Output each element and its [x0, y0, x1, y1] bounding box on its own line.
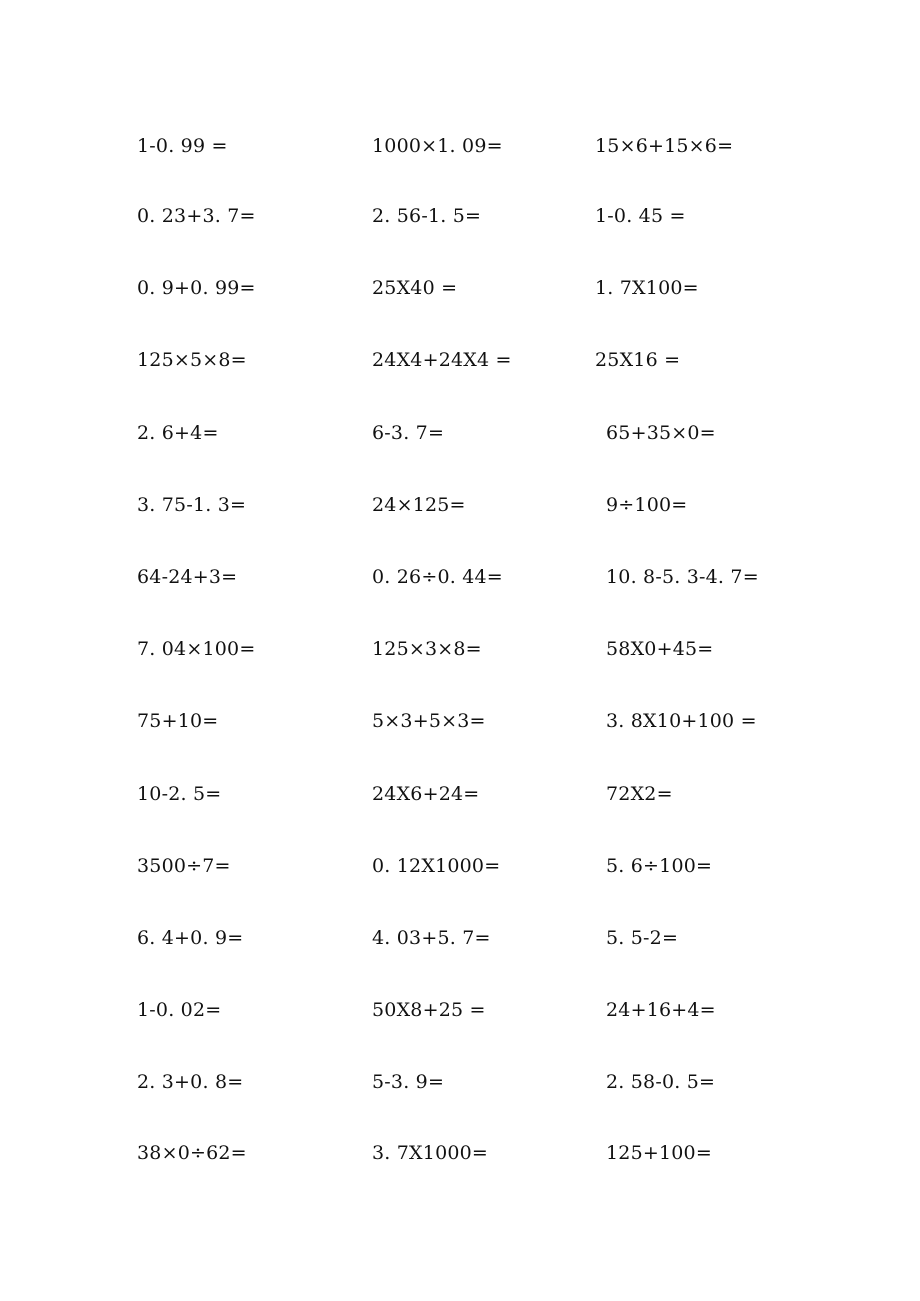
- problem-col3: 2. 58-0. 5=: [606, 1071, 716, 1093]
- problem-col3: 65+35×0=: [606, 422, 716, 444]
- problem-col2: 5×3+5×3=: [372, 710, 486, 732]
- problem-col2: 24X6+24=: [372, 783, 480, 805]
- problem-col1: 125×5×8=: [137, 349, 247, 371]
- problem-row: [0, 201, 920, 231]
- problem-row: [0, 779, 920, 809]
- problem-row: [0, 418, 920, 448]
- problem-col1: 1-0. 02=: [137, 999, 222, 1021]
- problem-col3: 1. 7X100=: [595, 277, 699, 299]
- problem-col3: 24+16+4=: [606, 999, 716, 1021]
- problem-row: [0, 851, 920, 881]
- problem-row: [0, 995, 920, 1025]
- problem-col1: 0. 9+0. 99=: [137, 277, 256, 299]
- problem-col3: 58X0+45=: [606, 638, 714, 660]
- problem-col2: 2. 56-1. 5=: [372, 205, 482, 227]
- problem-col2: 4. 03+5. 7=: [372, 927, 491, 949]
- problem-col2: 5-3. 9=: [372, 1071, 445, 1093]
- problem-col1: 2. 6+4=: [137, 422, 219, 444]
- problem-col3: 125+100=: [606, 1142, 712, 1164]
- problem-col1: 64-24+3=: [137, 566, 238, 588]
- problem-row: [0, 923, 920, 953]
- problem-col3: 10. 8-5. 3-4. 7=: [606, 566, 759, 588]
- problem-col2: 0. 12X1000=: [372, 855, 501, 877]
- problem-col2: 3. 7X1000=: [372, 1142, 489, 1164]
- problem-col1: 1-0. 99 =: [137, 135, 228, 157]
- problem-col3: 9÷100=: [606, 494, 688, 516]
- problem-col2: 1000×1. 09=: [372, 135, 503, 157]
- problem-row: [0, 634, 920, 664]
- problem-col3: 1-0. 45 =: [595, 205, 686, 227]
- problem-col1: 38×0÷62=: [137, 1142, 247, 1164]
- problem-col2: 125×3×8=: [372, 638, 482, 660]
- problem-col3: 5. 5-2=: [606, 927, 679, 949]
- problem-row: [0, 1067, 920, 1097]
- problem-col1: 3. 75-1. 3=: [137, 494, 247, 516]
- problem-col3: 5. 6÷100=: [606, 855, 713, 877]
- problem-row: [0, 706, 920, 736]
- problem-row: [0, 1138, 920, 1168]
- problem-col3: 72X2=: [606, 783, 673, 805]
- problem-col2: 0. 26÷0. 44=: [372, 566, 503, 588]
- problem-col3: 3. 8X10+100 =: [606, 710, 757, 732]
- problem-col3: 25X16 =: [595, 349, 681, 371]
- problem-col2: 24X4+24X4 =: [372, 349, 512, 371]
- problem-col1: 7. 04×100=: [137, 638, 256, 660]
- problem-col1: 75+10=: [137, 710, 219, 732]
- problem-row: [0, 490, 920, 520]
- problem-row: [0, 273, 920, 303]
- problem-col1: 0. 23+3. 7=: [137, 205, 256, 227]
- problem-col1: 2. 3+0. 8=: [137, 1071, 244, 1093]
- problem-col1: 6. 4+0. 9=: [137, 927, 244, 949]
- problem-row: [0, 131, 920, 161]
- problem-col3: 15×6+15×6=: [595, 135, 734, 157]
- problem-col2: 25X40 =: [372, 277, 458, 299]
- problem-row: [0, 562, 920, 592]
- problem-row: [0, 345, 920, 375]
- problem-col1: 3500÷7=: [137, 855, 231, 877]
- problem-col2: 50X8+25 =: [372, 999, 486, 1021]
- problem-col2: 6-3. 7=: [372, 422, 445, 444]
- problem-col1: 10-2. 5=: [137, 783, 222, 805]
- problem-col2: 24×125=: [372, 494, 466, 516]
